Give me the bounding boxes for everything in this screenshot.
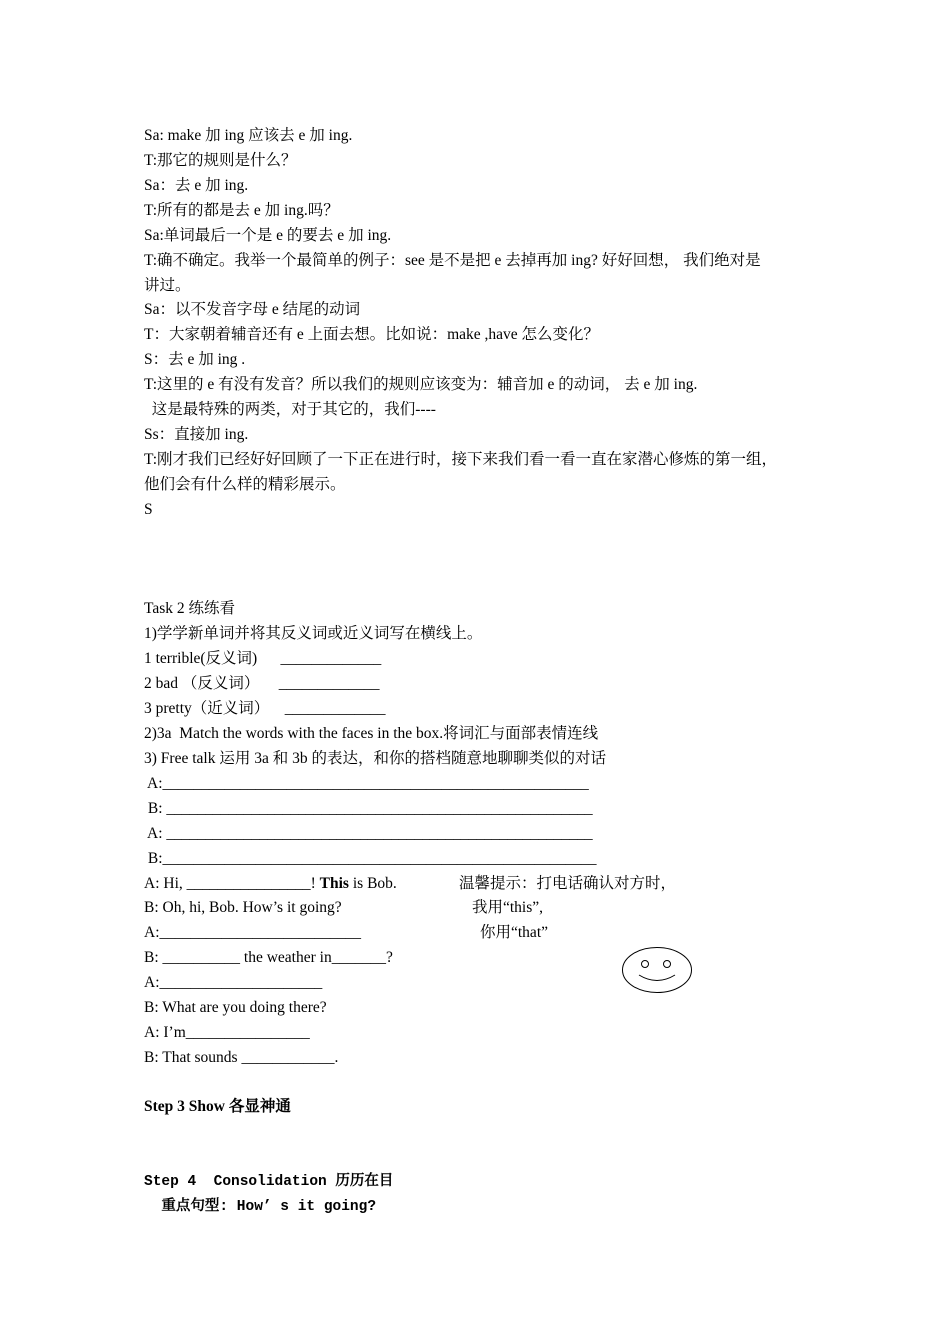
phone-line-1-bold: This (319, 875, 349, 892)
dialogue-line: Sa:单词最后一个是 e 的要去 e 加 ing. (144, 227, 392, 244)
dialogue-line: Sa: make 加 ing 应该去 e 加 ing. (144, 127, 353, 144)
phone-line-1-prefix: A: Hi, ________________! (144, 875, 320, 892)
free-talk-line: A:_______________________________________________________ (144, 775, 589, 792)
dialogue-line: T:那它的规则是什么？ (144, 152, 297, 169)
phone-line: B: __________ the weather in_______? (144, 949, 393, 966)
task2-title: Task 2 练练看 (144, 600, 236, 617)
tip-line: 你用“that” (480, 924, 549, 941)
dialogue-line: 讲过。 (144, 277, 191, 294)
free-talk-line: B:________________________________________________________ (144, 850, 597, 867)
dialogue-line: T:刚才我们已经好好回顾了一下正在进行时，接下来我们看一看一直在家潜心修炼的第一组， (144, 451, 778, 468)
phone-line-1 (144, 874, 397, 894)
dialogue-line: Sa：以不发音字母 e 结尾的动词 (144, 301, 361, 318)
phone-line: A: I’m________________ (144, 1024, 310, 1041)
dialogue-line: T:确不确定。我举一个最简单的例子：see 是不是把 e 去掉再加 ing? 好好回想， 我们绝对是 (144, 252, 761, 269)
smiley-face-icon (621, 946, 693, 994)
free-talk-line: B: _______________________________________________________ (144, 800, 593, 817)
key-sentence: 重点句型: How’ s it going? (144, 1199, 377, 1215)
free-talk-line: A: _______________________________________________________ (144, 825, 593, 842)
task2-item-2: 2)3a Match the words with the faces in the box.将词汇与面部表情连线 (144, 725, 599, 742)
phone-line: B: What are you doing there? (144, 999, 327, 1016)
vocab-line: 1 terrible(反义词) _____________ (144, 650, 382, 667)
phone-line-1-suffix: is Bob. (348, 875, 397, 892)
vocab-line: 3 pretty（近义词） _____________ (144, 700, 386, 717)
dialogue-line: Sa：去 e 加 ing. (144, 177, 249, 194)
tip-line: 我用“this”, (472, 899, 544, 916)
dialogue-line: Ss：直接加 ing. (144, 426, 249, 443)
phone-line: A:__________________________ (144, 924, 361, 941)
dialogue-line: T:这里的 e 有没有发音？所以我们的规则应该变为：辅音加 e 的动词， 去 e 加 ing. (144, 376, 698, 393)
dialogue-line: T:所有的都是去 e 加 ing.吗？ (144, 202, 339, 219)
dialogue-line: T：大家朝着辅音还有 e 上面去想。比如说：make ,have 怎么变化？ (144, 326, 600, 343)
phone-line: B: Oh, hi, Bob. How’s it going? (144, 899, 342, 916)
dialogue-line: S：去 e 加 ing . (144, 351, 246, 368)
phone-line: B: That sounds ____________. (144, 1049, 339, 1066)
phone-line: A:_____________________ (144, 974, 323, 991)
task2-item-1: 1)学学新单词并将其反义词或近义词写在横线上。 (144, 625, 483, 642)
dialogue-line: S (144, 501, 153, 518)
dialogue-line: 他们会有什么样的精彩展示。 (144, 476, 346, 493)
task2-item-3: 3) Free talk 运用 3a 和 3b 的表达，和你的搭档随意地聊聊类似的对话 (144, 750, 606, 767)
step3-heading: Step 3 Show 各显神通 (144, 1098, 291, 1115)
tip-line: 温馨提示：打电话确认对方时， (459, 875, 677, 892)
vocab-line: 2 bad （反义词） _____________ (144, 675, 380, 692)
dialogue-line: 这是最特殊的两类，对于其它的，我们---- (144, 401, 436, 418)
step4-heading: Step 4 Consolidation 历历在目 (144, 1174, 394, 1190)
